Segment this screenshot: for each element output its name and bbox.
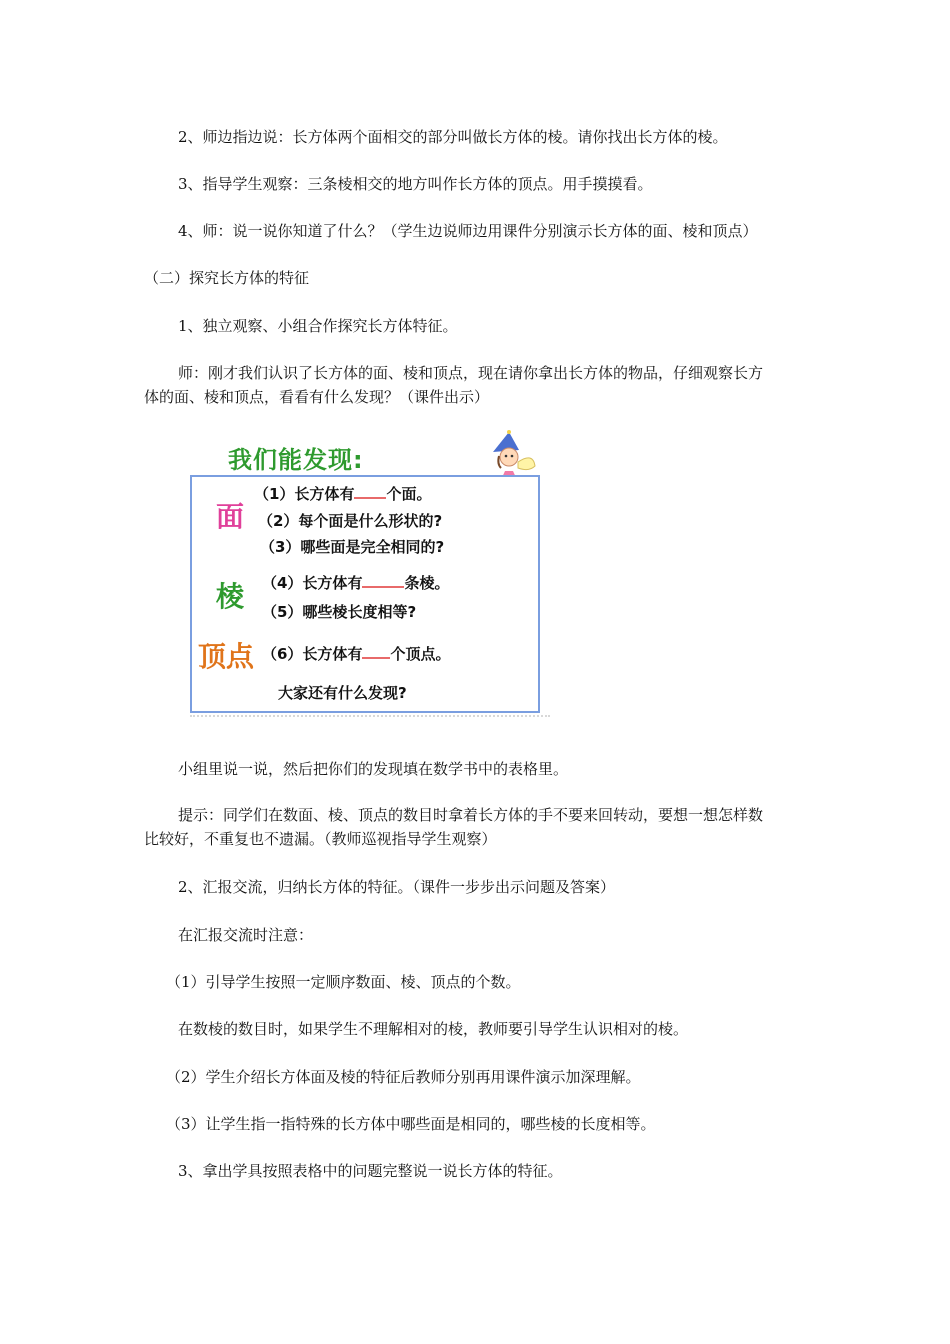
paragraph-vertex: 3、指导学生观察：三条棱相交的地方叫作长方体的顶点。用手摸摸看。 xyxy=(178,175,653,193)
answer-blank xyxy=(354,483,386,499)
label-face: 面 xyxy=(216,500,245,533)
group-paragraph: 小组里说一说，然后把你们的发现填在数学书中的表格里。 xyxy=(178,760,569,778)
question-1: （1）长方体有 个面。 xyxy=(254,485,432,503)
paragraph-explore: 1、独立观察、小组合作探究长方体特征。 xyxy=(178,317,458,335)
paragraph-tools: 3、拿出学具按照表格中的问题完整说一说长方体的特征。 xyxy=(178,1162,563,1180)
question-6: （6）长方体有 个顶点。 xyxy=(262,645,451,663)
closing-question: 大家还有什么发现? xyxy=(278,684,407,702)
question-2: （2）每个面是什么形状的? xyxy=(258,512,443,530)
figure-title: 我们能发现: xyxy=(228,446,364,474)
teacher-para-line2: 体的面、棱和顶点，看看有什么发现？（课件出示） xyxy=(144,388,490,406)
label-vertex: 顶点 xyxy=(198,640,255,673)
paragraph-point-2: （2）学生介绍长方体面及棱的特征后教师分别再用课件演示加深理解。 xyxy=(166,1068,641,1086)
paragraph-opposite-edges: 在数棱的数目时，如果学生不理解相对的棱，教师要引导学生认识相对的棱。 xyxy=(178,1020,689,1038)
figure-divider xyxy=(190,715,550,717)
hint-para-line1: 提示：同学们在数面、棱、顶点的数目时拿着长方体的手不要来回转动，要想一想怎样数 xyxy=(178,806,764,824)
answer-blank xyxy=(362,643,390,659)
paragraph-point-1: （1）引导学生按照一定顺序数面、棱、顶点的个数。 xyxy=(166,973,521,991)
question-3: （3）哪些面是完全相同的? xyxy=(260,538,445,556)
section-heading: （二）探究长方体的特征 xyxy=(144,269,310,287)
courseware-figure xyxy=(190,430,550,720)
paragraph-report: 2、汇报交流，归纳长方体的特征。（课件一步步出示问题及答案） xyxy=(178,878,616,896)
answer-blank xyxy=(362,572,404,588)
question-5: （5）哪些棱长度相等? xyxy=(262,603,417,621)
question-4: （4）长方体有 条棱。 xyxy=(262,574,450,592)
paragraph-point-3: （3）让学生指一指特殊的长方体中哪些面是相同的，哪些棱的长度相等。 xyxy=(166,1115,656,1133)
paragraph-edge: 2、师边指边说：长方体两个面相交的部分叫做长方体的棱。请你找出长方体的棱。 xyxy=(178,128,728,146)
paragraph-note: 在汇报交流时注意： xyxy=(178,926,314,944)
paragraph-summary: 4、师：说一说你知道了什么？（学生边说师边用课件分别演示长方体的面、棱和顶点） xyxy=(178,222,758,240)
hint-para-line2: 比较好，不重复也不遗漏。（教师巡视指导学生观察） xyxy=(144,830,497,848)
label-edge: 棱 xyxy=(216,580,245,613)
teacher-para-line1: 师：刚才我们认识了长方体的面、棱和顶点，现在请你拿出长方体的物品，仔细观察长方 xyxy=(178,364,764,382)
figure-box xyxy=(190,475,540,713)
